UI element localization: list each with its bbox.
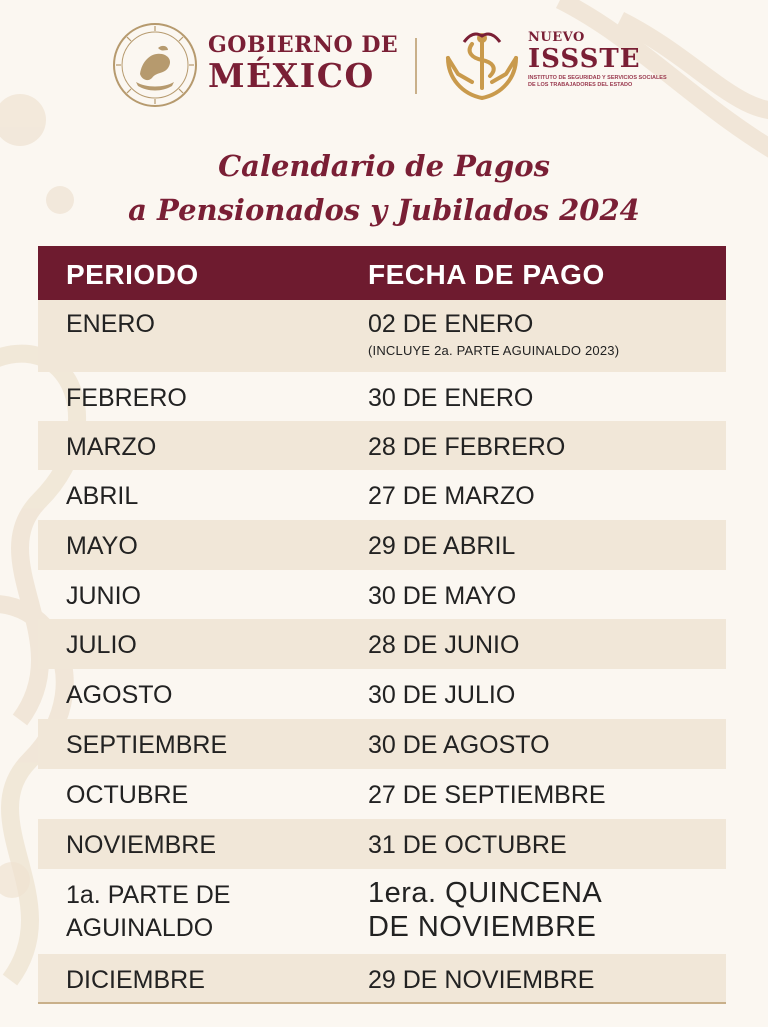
table-row	[38, 869, 726, 954]
table-bottom-rule	[38, 1002, 726, 1004]
table-row	[38, 570, 726, 619]
table-row	[38, 372, 726, 421]
gobierno-line2: MÉXICO	[208, 56, 375, 95]
cell-fecha	[368, 310, 619, 358]
cell-fecha: 29 DE ABRIL	[368, 532, 516, 560]
table-row	[38, 769, 726, 819]
payment-calendar-table	[38, 246, 726, 1004]
table-header	[38, 246, 726, 300]
mexico-seal-logo	[112, 22, 198, 108]
cell-periodo: FEBRERO	[66, 384, 187, 412]
cell-periodo: DICIEMBRE	[66, 966, 205, 994]
cell-fecha: 30 DE MAYO	[368, 582, 517, 610]
cell-fecha	[368, 876, 602, 944]
table-row	[38, 520, 726, 570]
issste-prefix: NUEVO	[528, 30, 585, 45]
gobierno-de-mexico-wordmark	[208, 32, 399, 95]
cell-periodo: MAYO	[66, 532, 138, 560]
cell-periodo: NOVIEMBRE	[66, 831, 217, 859]
issste-wordmark	[528, 30, 668, 88]
cell-fecha: 29 DE NOVIEMBRE	[368, 966, 595, 994]
cell-periodo-line2: AGUINALDO	[66, 914, 214, 942]
header-periodo: PERIODO	[66, 259, 199, 290]
gobierno-line1: GOBIERNO DE	[208, 32, 399, 58]
cell-periodo: MARZO	[66, 433, 157, 461]
cell-fecha: 28 DE JUNIO	[368, 631, 520, 659]
table-row	[38, 719, 726, 769]
page-title	[0, 144, 768, 232]
cell-periodo: ABRIL	[66, 482, 139, 510]
cell-fecha-text: 02 DE ENERO	[368, 310, 534, 338]
cell-fecha: 30 DE ENERO	[368, 384, 534, 412]
header	[0, 0, 768, 120]
table-row	[38, 300, 726, 372]
table-row	[38, 619, 726, 669]
table-row	[38, 669, 726, 719]
cell-fecha-line1: 1era. QUINCENA	[368, 877, 603, 909]
cell-fecha-note: (INCLUYE 2a. PARTE AGUINALDO 2023)	[368, 343, 620, 358]
cell-fecha: 30 DE AGOSTO	[368, 731, 550, 759]
issste-name: ISSSTE	[528, 44, 641, 74]
issste-hands-logo	[442, 28, 522, 104]
cell-fecha: 27 DE SEPTIEMBRE	[368, 781, 606, 809]
title-line2: a Pensionados y Jubilados 2024	[128, 193, 640, 227]
table-row	[38, 819, 726, 869]
cell-periodo: ENERO	[66, 310, 155, 338]
cell-periodo: JULIO	[66, 631, 137, 659]
header-divider	[415, 38, 417, 94]
cell-periodo: SEPTIEMBRE	[66, 731, 228, 759]
cell-periodo: JUNIO	[66, 582, 141, 610]
cell-fecha-line2: DE NOVIEMBRE	[368, 911, 597, 943]
cell-periodo: OCTUBRE	[66, 781, 189, 809]
table-row	[38, 470, 726, 520]
table-row	[38, 954, 726, 1004]
cell-fecha: 27 DE MARZO	[368, 482, 535, 510]
cell-fecha: 31 DE OCTUBRE	[368, 831, 567, 859]
cell-fecha: 30 DE JULIO	[368, 681, 516, 709]
table-row	[38, 421, 726, 470]
cell-periodo: AGOSTO	[66, 681, 173, 709]
cell-periodo	[66, 879, 230, 945]
header-fecha-de-pago: FECHA DE PAGO	[368, 259, 605, 290]
issste-subtitle: INSTITUTO DE SEGURIDAD Y SERVICIOS SOCIALES DE LOS TRABAJADORES DEL ESTADO	[528, 75, 667, 88]
cell-periodo-line1: 1a. PARTE DE	[66, 881, 231, 909]
cell-fecha: 28 DE FEBRERO	[368, 433, 566, 461]
title-line1: Calendario de Pagos	[218, 149, 550, 183]
